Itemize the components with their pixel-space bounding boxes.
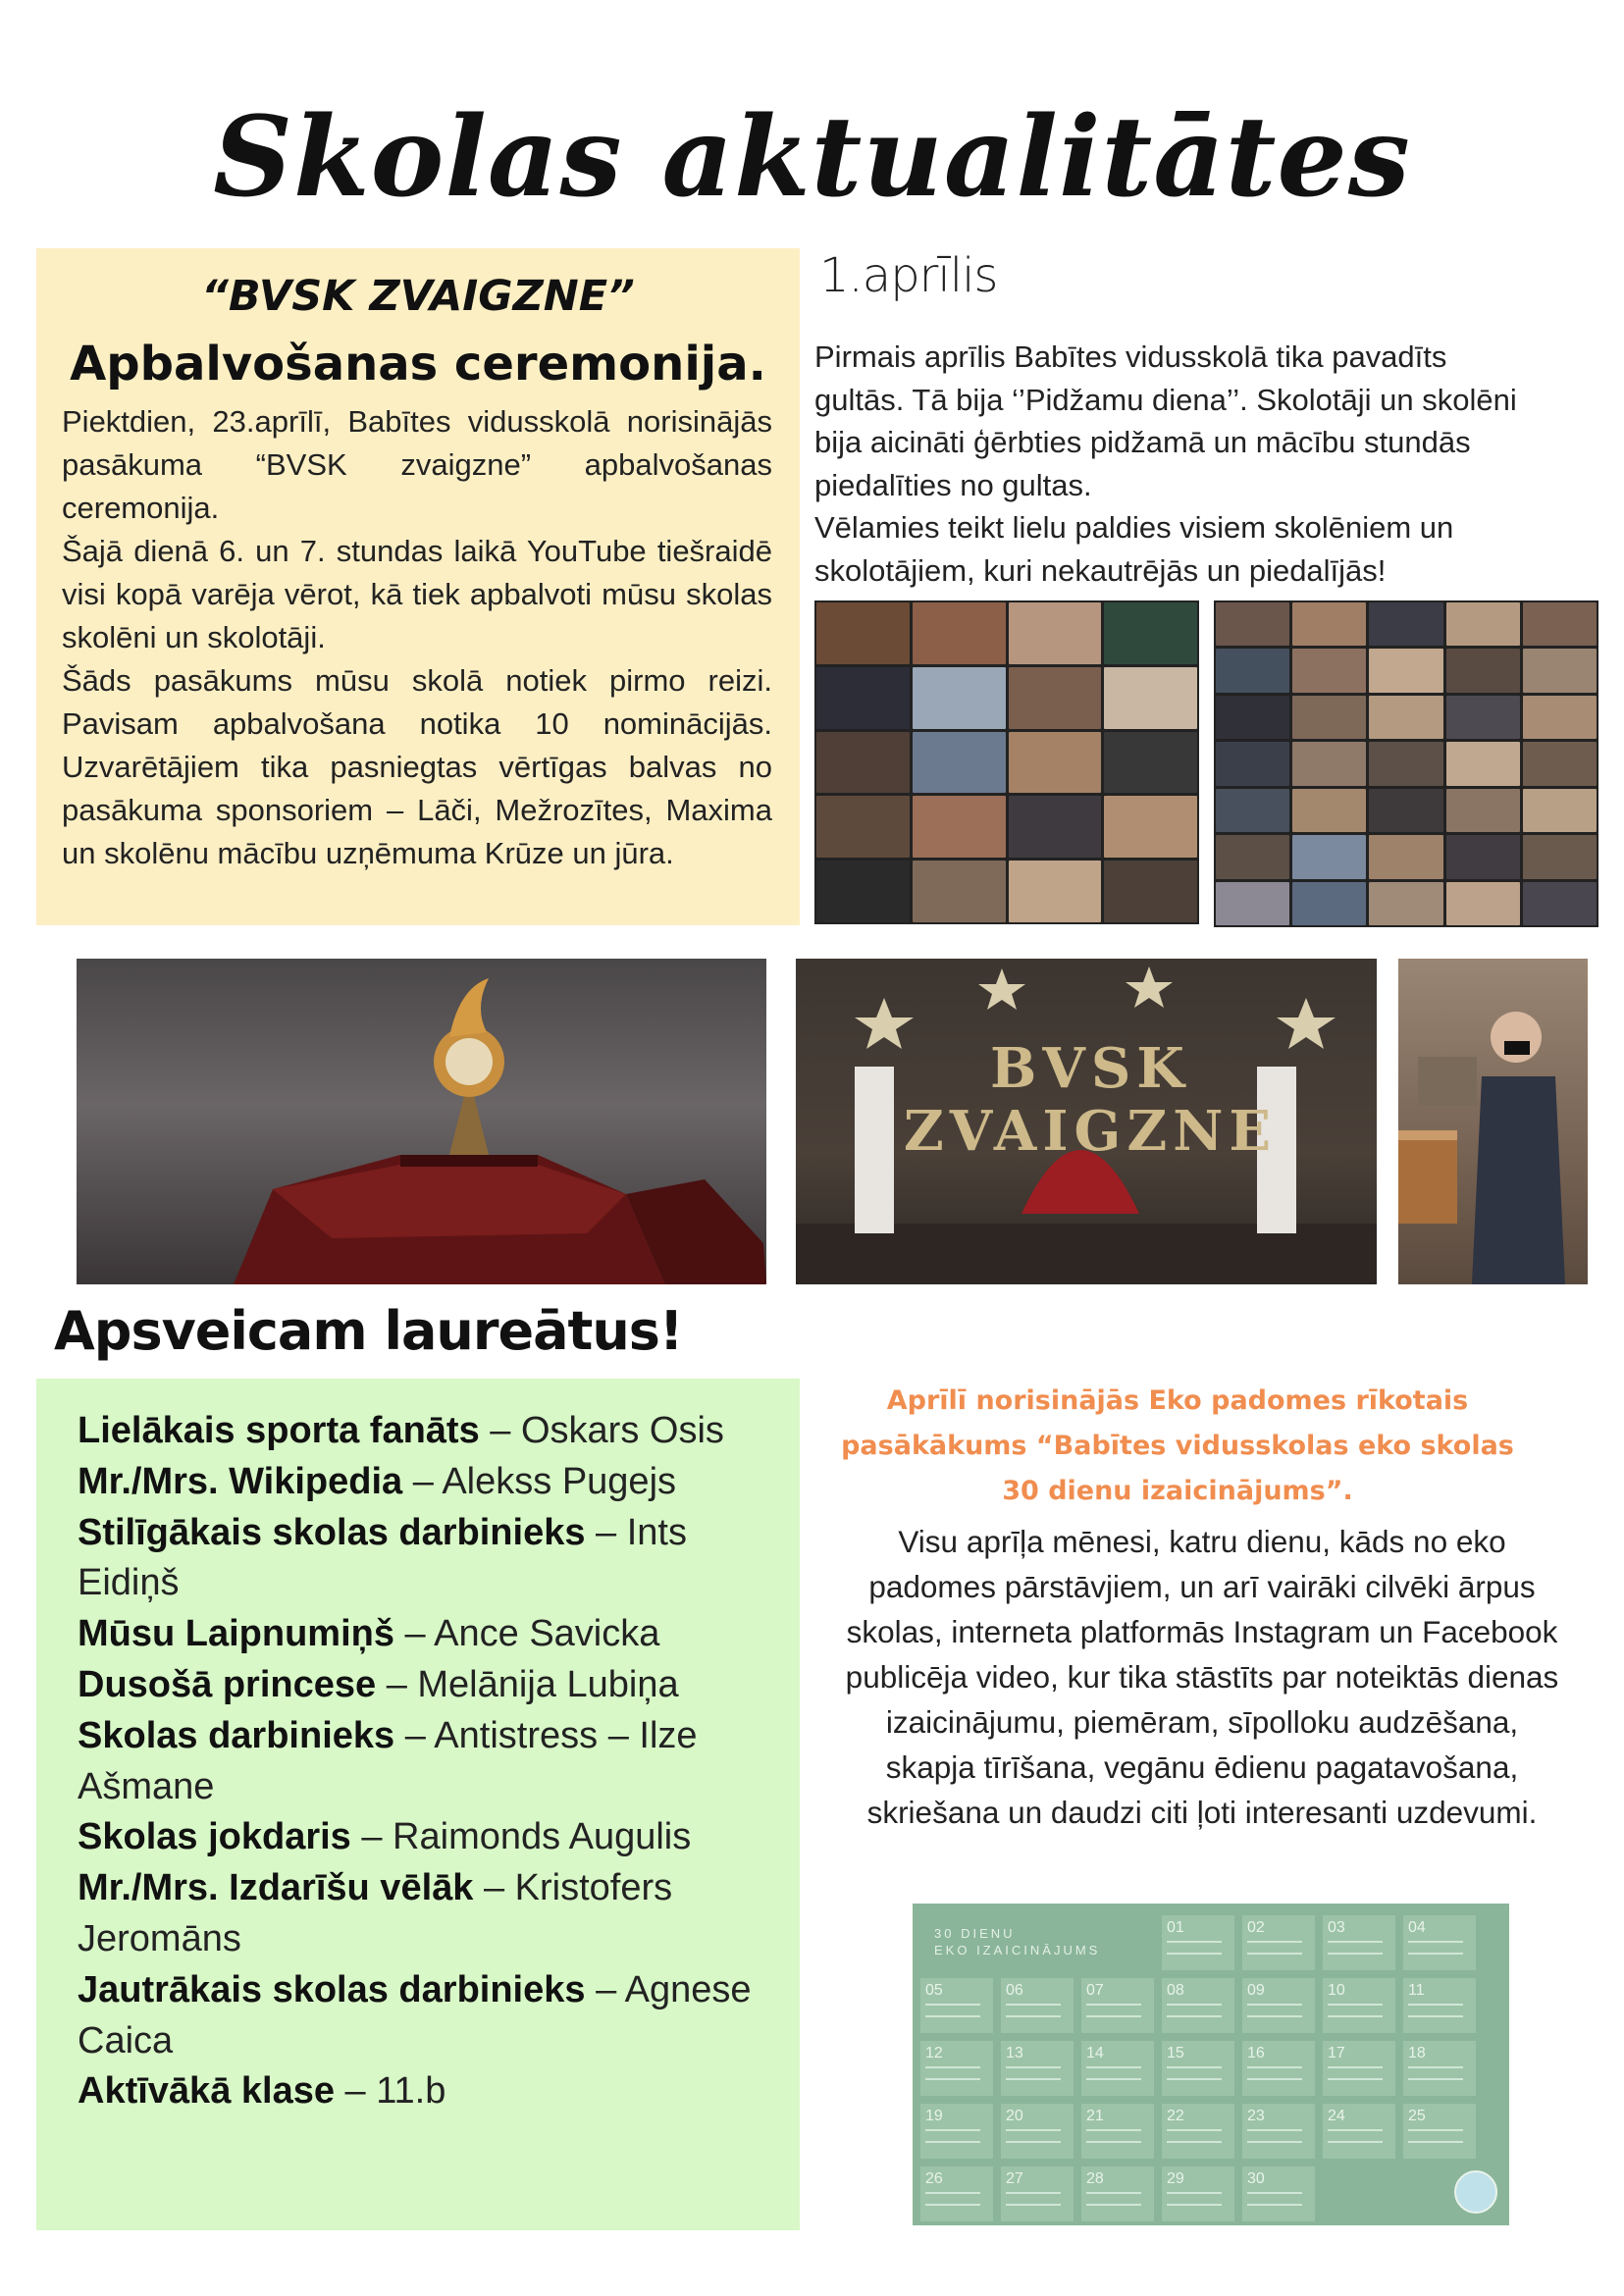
laureate-award: Stilīgākais skolas darbinieks — [78, 1511, 586, 1553]
bvsk-body — [62, 400, 772, 875]
calendar-day-cell — [1323, 1915, 1395, 1970]
april-paragraph: Vēlamies teikt lielu paldies visiem skolēniem un skolotājiem, kuri nekautrējās un piedalījās! — [814, 510, 1454, 588]
calendar-day-number: 30 — [1247, 2170, 1265, 2187]
calendar-day-label-lines — [1006, 2129, 1061, 2143]
eko-body: Visu aprīļa mēnesi, katru dienu, kāds no eko padomes pārstāvjiem, un arī vairāki cilvēki ārpus skolas, interneta platformās Instagram un Facebook publicēja video, kur tika stāstīts par noteiktās dienas izaicinājumu, piemēram, sīpolloku audzēšana, skapja tīrīšana, vegānu ēdienu pagatavošana, skriešana un daudzi citi ļoti interesanti uzdevumi. — [845, 1524, 1559, 1830]
calendar-day-number: 05 — [925, 1982, 943, 1999]
calendar-day-cell — [1081, 2104, 1154, 2159]
calendar-day-label-lines — [1247, 2192, 1302, 2206]
eko-challenge-calendar — [913, 1904, 1509, 2225]
calendar-day-label-lines — [1006, 2066, 1061, 2080]
calendar-day-cell — [1081, 2166, 1154, 2221]
calendar-day-cell — [920, 2104, 993, 2159]
calendar-day-number: 12 — [925, 2045, 943, 2061]
bvsk-paragraph: Piektdien, 23.aprīlī, Babītes vidusskolā norisinājās pasākuma “BVSK zvaigzne” apbalvošanas ceremonija. — [62, 404, 772, 525]
calendar-day-label-lines — [1247, 1941, 1302, 1955]
calendar-day-number: 28 — [1086, 2170, 1104, 2187]
laureate-item — [78, 1711, 784, 1813]
laureates-title: Apsveicam laureātus! — [54, 1300, 683, 1362]
calendar-day-number: 07 — [1086, 1982, 1104, 1999]
pajama-day-photo-1 — [814, 600, 1199, 924]
calendar-day-number: 16 — [1247, 2045, 1265, 2061]
calendar-day-number: 14 — [1086, 2045, 1104, 2061]
laureate-item — [78, 1457, 784, 1508]
calendar-day-cell — [1242, 2104, 1315, 2159]
bvsk-heading: “BVSK ZVAIGZNE” — [201, 272, 635, 321]
calendar-day-label-lines — [1328, 2129, 1383, 2143]
stage-photo — [796, 959, 1377, 1284]
laureate-item — [78, 1965, 784, 2067]
calendar-day-label-lines — [1247, 2066, 1302, 2080]
laureate-winner: – Kristofers Jeromāns — [78, 1867, 673, 1959]
calendar-day-cell — [1403, 2041, 1476, 2096]
calendar-day-cell — [1242, 1915, 1315, 1970]
calendar-day-number: 09 — [1247, 1982, 1265, 1999]
laureate-award: Mr./Mrs. Izdarīšu vēlāk — [78, 1867, 474, 1909]
calendar-day-cell — [1162, 2041, 1234, 2096]
calendar-day-label-lines — [1408, 2129, 1463, 2143]
calendar-day-number: 27 — [1006, 2170, 1023, 2187]
calendar-day-number: 17 — [1328, 2045, 1345, 2061]
calendar-day-number: 10 — [1328, 1982, 1345, 1999]
calendar-day-label-lines — [925, 2066, 980, 2080]
calendar-day-number: 26 — [925, 2170, 943, 2187]
calendar-day-label-lines — [925, 2004, 980, 2017]
stage-banner: BVSK ZVAIGZNE — [903, 1036, 1278, 1164]
calendar-day-cell — [1001, 2104, 1074, 2159]
calendar-day-label-lines — [1408, 2066, 1463, 2080]
bvsk-paragraph: Šajā dienā 6. un 7. stundas laikā YouTube tiešraidē visi kopā varēja vērot, kā tiek apbalvoti mūsu skolas skolēni un skolotāji. — [62, 534, 772, 654]
calendar-day-label-lines — [1086, 2192, 1141, 2206]
pajama-day-photo-2 — [1214, 600, 1598, 927]
calendar-day-label-lines — [1328, 2066, 1383, 2080]
calendar-day-number: 06 — [1006, 1982, 1023, 1999]
eko-logo-icon — [1454, 2170, 1497, 2214]
presenter-photo — [1398, 959, 1588, 1284]
laureate-award: Skolas jokdaris — [78, 1816, 351, 1858]
calendar-day-cell — [1162, 1915, 1234, 1970]
calendar-day-number: 25 — [1408, 2108, 1426, 2124]
laureate-winner: – Ints Eidiņš — [78, 1511, 687, 1604]
laureate-award: Jautrākais skolas darbinieks — [78, 1968, 586, 2010]
calendar-day-cell — [920, 2041, 993, 2096]
calendar-day-cell — [1403, 1978, 1476, 2033]
laureate-item — [78, 1863, 784, 1965]
calendar-day-label-lines — [1247, 2129, 1302, 2143]
calendar-day-cell — [1323, 2041, 1395, 2096]
calendar-day-label-lines — [1086, 2004, 1141, 2017]
calendar-day-cell — [1323, 1978, 1395, 2033]
calendar-day-label-lines — [1086, 2066, 1141, 2080]
calendar-day-label-lines — [1328, 2004, 1383, 2017]
calendar-day-cell — [1403, 2104, 1476, 2159]
calendar-day-number: 03 — [1328, 1919, 1345, 1936]
calendar-day-number: 11 — [1408, 1982, 1425, 1999]
calendar-day-number: 22 — [1167, 2108, 1184, 2124]
laureate-item — [78, 1660, 784, 1711]
laureates-list — [78, 1406, 784, 2117]
calendar-day-cell — [920, 2166, 993, 2221]
april-title: 1.aprīlis — [819, 248, 998, 303]
calendar-day-number: 29 — [1167, 2170, 1184, 2187]
laureate-winner: – Antistress – Ilze Ašmane — [78, 1714, 698, 1807]
laureate-award: Dusošā princese — [78, 1663, 377, 1705]
laureate-award: Mūsu Laipnumiņš — [78, 1613, 394, 1655]
calendar-day-number: 18 — [1408, 2045, 1426, 2061]
april-paragraph: Pirmais aprīlis Babītes vidusskolā tika pavadīts gultās. Tā bija ‘’Pidžamu diena’’. Skolotāji un skolēni bija aicināti ģērbties pidžamā un mācību stundās piedalīties no gultas. — [814, 339, 1517, 502]
calendar-day-number: 19 — [925, 2108, 943, 2124]
page-title: Skolas aktualitātes — [213, 93, 1411, 222]
calendar-day-label-lines — [1006, 2004, 1061, 2017]
calendar-day-label-lines — [1167, 2004, 1222, 2017]
bvsk-subheading: Apbalvošanas ceremonija. — [70, 337, 766, 391]
calendar-day-number: 20 — [1006, 2108, 1023, 2124]
calendar-day-number: 08 — [1167, 1982, 1184, 1999]
laureate-winner: – Oskars Osis — [479, 1410, 724, 1451]
laureate-award: Skolas darbinieks — [78, 1714, 395, 1756]
calendar-day-cell — [1162, 1978, 1234, 2033]
calendar-day-cell — [1242, 1978, 1315, 2033]
calendar-day-label-lines — [925, 2129, 980, 2143]
laureates-box — [36, 1379, 800, 2230]
laureate-winner: – Ance Savicka — [394, 1613, 660, 1655]
calendar-day-label-lines — [925, 2192, 980, 2206]
calendar-day-number: 02 — [1247, 1919, 1265, 1936]
calendar-day-cell — [1162, 2166, 1234, 2221]
bvsk-article — [36, 248, 800, 925]
calendar-day-cell — [1001, 2166, 1074, 2221]
calendar-day-label-lines — [1167, 2066, 1222, 2080]
calendar-day-number: 24 — [1328, 2108, 1345, 2124]
calendar-day-cell — [1081, 1978, 1154, 2033]
calendar-day-cell — [1242, 2166, 1315, 2221]
laureate-item — [78, 1406, 784, 1457]
laureate-winner: – Agnese Caica — [78, 1968, 752, 2061]
laureate-winner: – Alekss Pugejs — [402, 1460, 677, 1502]
calendar-day-label-lines — [1167, 1941, 1222, 1955]
calendar-day-number: 23 — [1247, 2108, 1265, 2124]
calendar-day-number: 15 — [1167, 2045, 1184, 2061]
laureate-winner: – Melānija Lubiņa — [376, 1663, 679, 1705]
laureate-award: Mr./Mrs. Wikipedia — [78, 1460, 403, 1502]
calendar-title-line2: EKO IZAICINĀJUMS — [934, 1943, 1101, 1957]
laureate-item — [78, 1508, 784, 1610]
calendar-day-label-lines — [1408, 2004, 1463, 2017]
trophy-photo — [77, 959, 766, 1284]
calendar-day-number: 21 — [1086, 2108, 1104, 2124]
calendar-day-label-lines — [1167, 2129, 1222, 2143]
calendar-day-label-lines — [1408, 1941, 1463, 1955]
calendar-day-number: 04 — [1408, 1919, 1426, 1936]
april-body — [814, 336, 1521, 592]
laureate-winner: – 11.b — [334, 2070, 446, 2113]
laureate-item — [78, 1609, 784, 1660]
calendar-day-number: 13 — [1006, 2045, 1023, 2061]
calendar-day-cell — [1001, 2041, 1074, 2096]
laureate-award: Aktīvākā klase — [78, 2070, 335, 2113]
calendar-day-cell — [1162, 2104, 1234, 2159]
laureate-award: Lielākais sporta fanāts — [78, 1410, 480, 1451]
calendar-day-cell — [1081, 2041, 1154, 2096]
calendar-day-label-lines — [1006, 2192, 1061, 2206]
laureate-item — [78, 1812, 784, 1863]
calendar-day-label-lines — [1086, 2129, 1141, 2143]
calendar-day-cell — [1323, 2104, 1395, 2159]
calendar-day-label-lines — [1328, 1941, 1383, 1955]
calendar-title — [934, 1925, 1100, 1958]
calendar-day-cell — [1403, 1915, 1476, 1970]
calendar-day-cell — [1242, 2041, 1315, 2096]
laureate-item — [78, 2066, 784, 2117]
bvsk-paragraph: Šāds pasākums mūsu skolā notiek pirmo reizi. Pavisam apbalvošana notika 10 nominācijās. Uzvarētājiem tika pasniegtas vērtīgas balvas no pasākuma sponsoriem – Lāči, Mežrozītes, Maxima un skolēnu mācību uzņēmuma Krūze un jūra. — [62, 663, 772, 870]
calendar-day-cell — [1001, 1978, 1074, 2033]
calendar-day-label-lines — [1167, 2192, 1222, 2206]
eko-title: Aprīlī norisinājās Eko padomes rīkotais pasākākums “Babītes vidusskolas eko skolas 30 dienu izaicinājums”. — [841, 1385, 1514, 1506]
calendar-day-label-lines — [1247, 2004, 1302, 2017]
calendar-title-line1: 30 DIENU — [934, 1926, 1016, 1941]
calendar-day-number: 01 — [1167, 1919, 1184, 1936]
calendar-day-cell — [920, 1978, 993, 2033]
laureate-winner: – Raimonds Augulis — [350, 1816, 692, 1858]
